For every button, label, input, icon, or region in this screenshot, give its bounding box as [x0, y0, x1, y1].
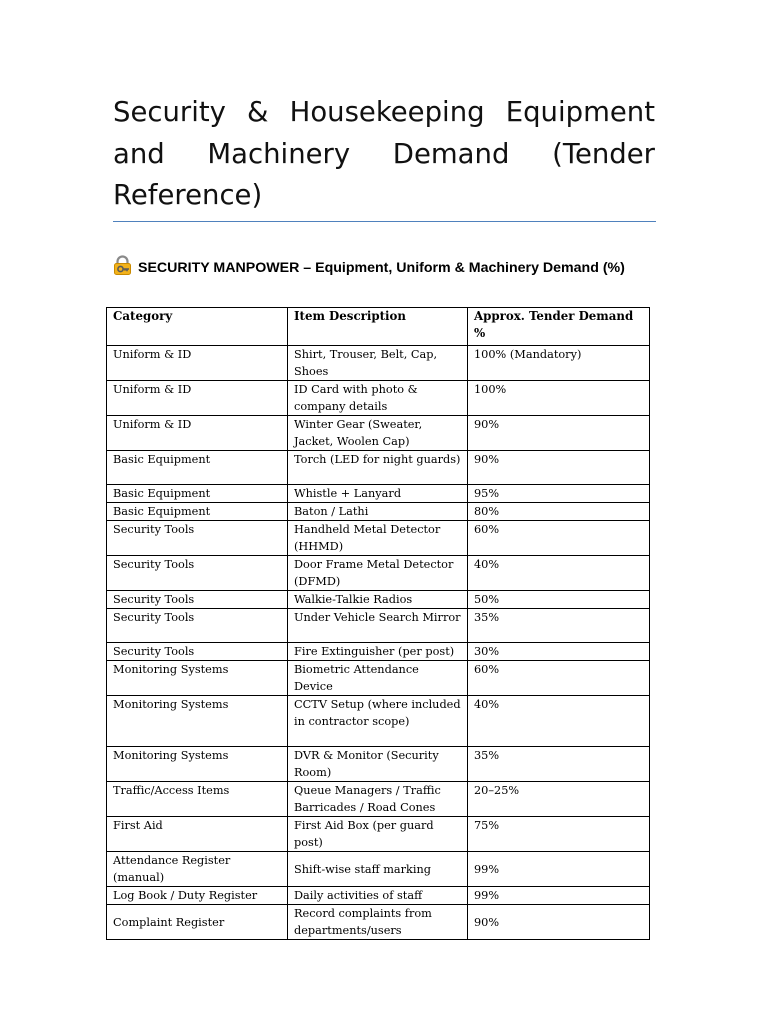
- table-row: [107, 381, 650, 416]
- cell-item-description: Handheld Metal Detector (HHMD): [288, 521, 468, 556]
- cell-item-description: Baton / Lathi: [288, 503, 468, 521]
- cell-category: Security Tools: [107, 643, 288, 661]
- table-row: [107, 643, 650, 661]
- cell-category: Complaint Register: [107, 905, 288, 940]
- table-row: [107, 696, 650, 747]
- cell-category: Traffic/Access Items: [107, 782, 288, 817]
- table-row: [107, 661, 650, 696]
- cell-category: Basic Equipment: [107, 485, 288, 503]
- table-row: [107, 416, 650, 451]
- table-row: [107, 503, 650, 521]
- cell-demand-percent: 40%: [468, 556, 650, 591]
- lock-with-key-icon: [112, 255, 133, 276]
- table-row: [107, 887, 650, 905]
- cell-demand-percent: 35%: [468, 747, 650, 782]
- table-row: [107, 485, 650, 503]
- table-row: [107, 609, 650, 643]
- cell-demand-percent: 60%: [468, 521, 650, 556]
- cell-item-description: Daily activities of staff: [288, 887, 468, 905]
- cell-item-description: ID Card with photo & company details: [288, 381, 468, 416]
- cell-item-description: Under Vehicle Search Mirror: [288, 609, 468, 643]
- cell-item-description: Biometric Attendance Device: [288, 661, 468, 696]
- table-row: [107, 451, 650, 485]
- cell-category: Uniform & ID: [107, 416, 288, 451]
- table-row: [107, 905, 650, 940]
- page-title: Security & Housekeeping Equipment and Machinery Demand (Tender Reference): [113, 96, 655, 211]
- cell-item-description: Record complaints from departments/users: [288, 905, 468, 940]
- cell-item-description: Whistle + Lanyard: [288, 485, 468, 503]
- title-divider: [113, 221, 656, 222]
- cell-category: Security Tools: [107, 521, 288, 556]
- cell-demand-percent: 99%: [468, 887, 650, 905]
- cell-category: Uniform & ID: [107, 346, 288, 381]
- cell-category: Attendance Register (manual): [107, 852, 288, 887]
- table-row: [107, 782, 650, 817]
- cell-demand-percent: 20–25%: [468, 782, 650, 817]
- cell-category: Security Tools: [107, 556, 288, 591]
- column-header-demand-percent: Approx. Tender Demand %: [468, 308, 650, 346]
- column-header-item-description: Item Description: [288, 308, 468, 346]
- cell-category: Log Book / Duty Register: [107, 887, 288, 905]
- cell-item-description: Walkie-Talkie Radios: [288, 591, 468, 609]
- demand-table: [106, 307, 650, 940]
- cell-category: Monitoring Systems: [107, 747, 288, 782]
- cell-item-description: Door Frame Metal Detector (DFMD): [288, 556, 468, 591]
- cell-item-description: CCTV Setup (where included in contractor scope): [288, 696, 468, 747]
- table-row: [107, 556, 650, 591]
- cell-demand-percent: 30%: [468, 643, 650, 661]
- cell-category: Security Tools: [107, 591, 288, 609]
- cell-demand-percent: 50%: [468, 591, 650, 609]
- cell-demand-percent: 35%: [468, 609, 650, 643]
- table-row: [107, 346, 650, 381]
- section-heading-text: SECURITY MANPOWER – Equipment, Uniform & Machinery Demand (%): [138, 260, 625, 276]
- cell-demand-percent: 100%: [468, 381, 650, 416]
- cell-item-description: First Aid Box (per guard post): [288, 817, 468, 852]
- column-header-category: Category: [107, 308, 288, 346]
- cell-category: Uniform & ID: [107, 381, 288, 416]
- cell-category: Monitoring Systems: [107, 696, 288, 747]
- cell-demand-percent: 90%: [468, 416, 650, 451]
- cell-demand-percent: 75%: [468, 817, 650, 852]
- cell-demand-percent: 95%: [468, 485, 650, 503]
- table-row: [107, 852, 650, 887]
- table-row: [107, 591, 650, 609]
- cell-demand-percent: 90%: [468, 905, 650, 940]
- cell-item-description: Shirt, Trouser, Belt, Cap, Shoes: [288, 346, 468, 381]
- cell-item-description: Winter Gear (Sweater, Jacket, Woolen Cap): [288, 416, 468, 451]
- section-heading: [112, 255, 657, 281]
- cell-category: Monitoring Systems: [107, 661, 288, 696]
- cell-demand-percent: 40%: [468, 696, 650, 747]
- cell-item-description: DVR & Monitor (Security Room): [288, 747, 468, 782]
- cell-item-description: Torch (LED for night guards): [288, 451, 468, 485]
- cell-item-description: Shift-wise staff marking: [288, 852, 468, 887]
- cell-demand-percent: 60%: [468, 661, 650, 696]
- cell-category: Basic Equipment: [107, 503, 288, 521]
- table-header-row: [107, 308, 650, 346]
- cell-demand-percent: 100% (Mandatory): [468, 346, 650, 381]
- table-row: [107, 521, 650, 556]
- cell-demand-percent: 80%: [468, 503, 650, 521]
- cell-category: First Aid: [107, 817, 288, 852]
- cell-item-description: Fire Extinguisher (per post): [288, 643, 468, 661]
- cell-demand-percent: 99%: [468, 852, 650, 887]
- cell-category: Security Tools: [107, 609, 288, 643]
- table-row: [107, 817, 650, 852]
- cell-category: Basic Equipment: [107, 451, 288, 485]
- table-row: [107, 747, 650, 782]
- cell-demand-percent: 90%: [468, 451, 650, 485]
- cell-item-description: Queue Managers / Traffic Barricades / Road Cones: [288, 782, 468, 817]
